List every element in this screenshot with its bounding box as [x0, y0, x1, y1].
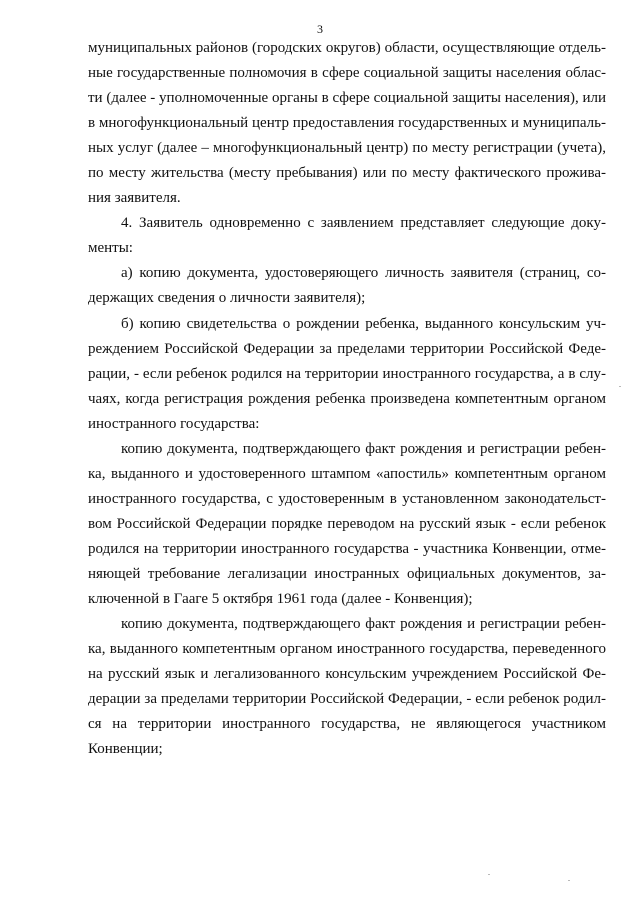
text-line: реждением Российской Федерации за пределами территории Российской Феде-	[88, 340, 606, 357]
text-line: вом Российской Федерации порядке переводом на русский язык - если ребенок	[88, 515, 606, 532]
text-line: держащих сведения о личности заявителя);	[88, 290, 366, 307]
text-line: в многофункциональный центр предоставления государственных и муниципаль-	[88, 115, 606, 132]
scan-speck	[619, 386, 621, 387]
text-line: ся на территории иностранного государства, не являющегося участником	[88, 716, 606, 733]
text-line: няющей требование легализации иностранных официальных документов, за-	[88, 565, 606, 582]
text-line: 4. Заявитель одновременно с заявлением представляет следующие доку-	[121, 215, 606, 232]
scan-speck	[488, 874, 490, 875]
text-line: ключенной в Гааге 5 октября 1961 года (далее - Конвенция);	[88, 591, 473, 608]
text-line: ных услуг (далее – многофункциональный центр) по месту регистрации (учета),	[88, 140, 606, 157]
text-line: копию документа, подтверждающего факт рождения и регистрации ребен-	[121, 616, 606, 633]
text-line: а) копию документа, удостоверяющего личность заявителя (страниц, со-	[121, 265, 606, 282]
paragraph	[88, 211, 606, 261]
text-line: на русский язык и легализованного консульским учреждением Российской Фе-	[88, 666, 606, 683]
paragraph	[88, 36, 606, 211]
text-line: копию документа, подтверждающего факт рождения и регистрации ребен-	[121, 440, 606, 457]
text-line: менты:	[88, 240, 133, 257]
scan-speck	[568, 880, 570, 881]
paragraph	[88, 312, 606, 437]
text-line: ные государственные полномочия в сфере социальной защиты населения облас-	[88, 65, 606, 82]
text-line: муниципальных районов (городских округов) области, осуществляющие отдель-	[88, 40, 606, 56]
text-line: б) копию свидетельства о рождении ребенка, выданного консульским уч-	[121, 315, 606, 332]
document-body	[88, 36, 606, 762]
text-line: ния заявителя.	[88, 190, 181, 207]
text-line: дерации за пределами территории Российской Федерации, - если ребенок родил-	[88, 691, 606, 708]
text-line: иностранного государства, с удостоверенным в установленном законодательст-	[88, 490, 606, 507]
paragraph	[88, 261, 606, 311]
text-line: рации, - если ребенок родился на территории иностранного государства, а в слу-	[88, 365, 606, 382]
text-line: иностранного государства:	[88, 415, 260, 432]
text-line: родился на территории иностранного государства - участника Конвенции, отме-	[88, 540, 606, 557]
text-line: по месту жительства (месту пребывания) или по месту фактического прожива-	[88, 165, 606, 182]
text-line: Конвенции;	[88, 741, 163, 758]
text-line: ти (далее - уполномоченные органы в сфере социальной защиты населения), или	[88, 90, 607, 107]
paragraph	[88, 437, 606, 612]
text-line: чаях, когда регистрация рождения ребенка произведена компетентным органом	[88, 390, 606, 407]
paragraph	[88, 612, 606, 762]
text-line: ка, выданного компетентным органом иностранного государства, переведенного	[88, 641, 606, 658]
page-number: 3	[317, 22, 323, 36]
text-line: ка, выданного и удостоверенного штампом «апостиль» компетентным органом	[88, 465, 606, 482]
